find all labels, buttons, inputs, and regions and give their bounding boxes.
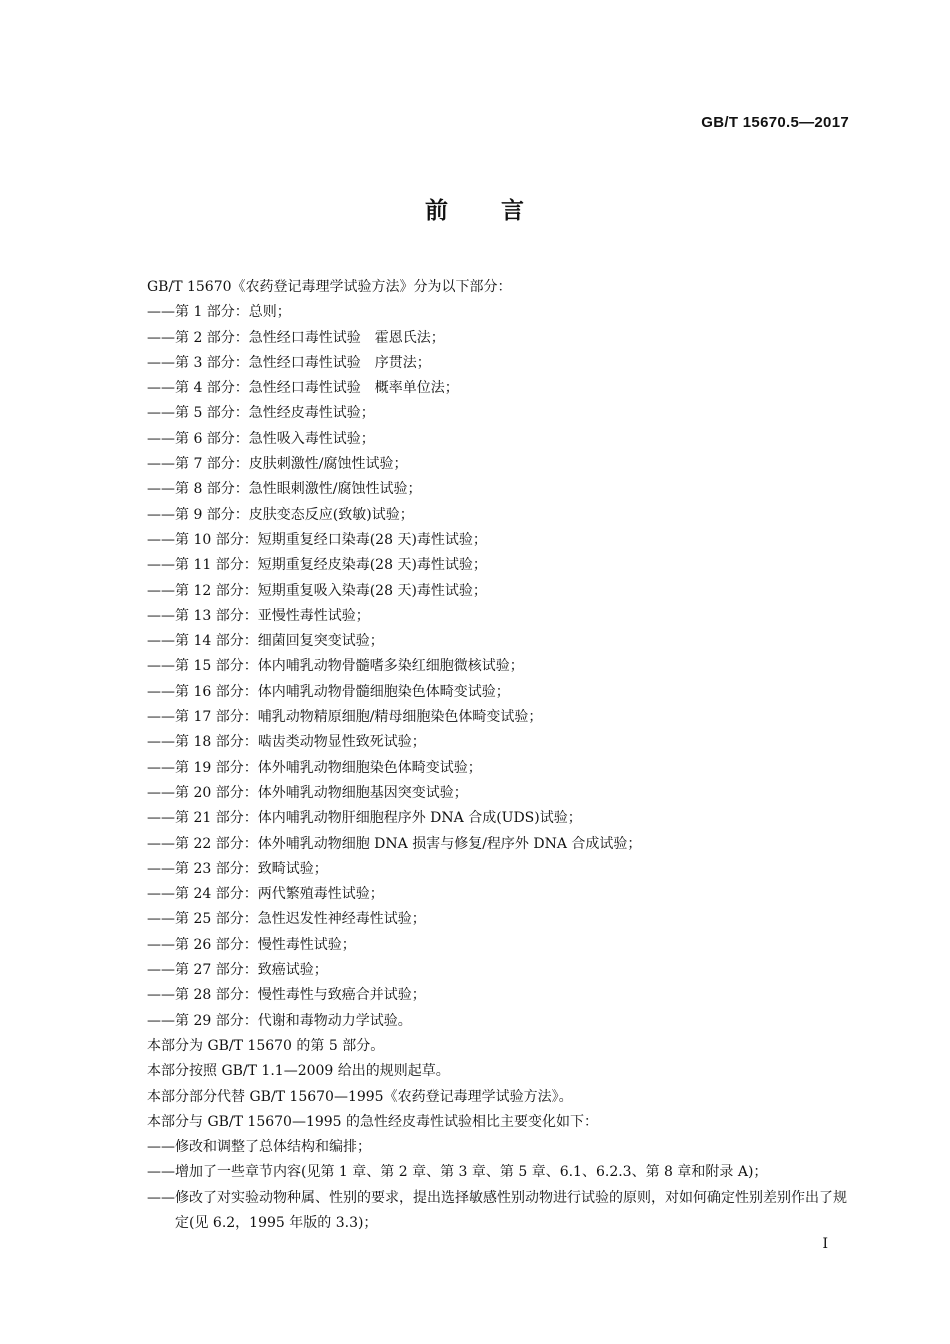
list-item: ——第 2 部分：急性经口毒性试验 霍恩氏法； <box>147 329 445 346</box>
list-item: ——第 9 部分：皮肤变态反应(致敏)试验； <box>147 506 414 523</box>
list-item: ——第 5 部分：急性经皮毒性试验； <box>147 405 375 422</box>
list-item: ——第 10 部分：短期重复经口染毒(28 天)毒性试验； <box>147 531 487 548</box>
list-item: ——第 3 部分：急性经口毒性试验 序贯法； <box>147 354 431 371</box>
changes-list <box>147 1135 852 1236</box>
list-item: ——增加了一些章节内容(见第 1 章、第 2 章、第 3 章、第 5 章、6.1、6.2.3、第 8 章和附录 A)； <box>147 1164 768 1181</box>
list-item: ——第 17 部分：哺乳动物精原细胞/精母细胞染色体畸变试验； <box>147 709 543 726</box>
statement-replaces: 本部分部分代替 GB/T 15670—1995《农药登记毒理学试验方法》。 <box>147 1088 573 1105</box>
list-item: ——第 29 部分：代谢和毒物动力学试验。 <box>147 1012 412 1029</box>
list-item: ——第 16 部分：体内哺乳动物骨髓细胞染色体畸变试验； <box>147 683 510 700</box>
title-char-2: 言 <box>501 198 525 224</box>
list-item: ——第 18 部分：啮齿类动物显性致死试验； <box>147 734 426 751</box>
list-item: ——第 14 部分：细菌回复突变试验； <box>147 633 384 650</box>
page-title <box>0 193 950 229</box>
list-item: ——第 25 部分：急性迟发性神经毒性试验； <box>147 911 426 928</box>
list-item: ——第 4 部分：急性经口毒性试验 概率单位法； <box>147 380 459 397</box>
list-item: ——第 19 部分：体外哺乳动物细胞染色体畸变试验； <box>147 759 482 776</box>
statement-drafting-rules: 本部分按照 GB/T 1.1—2009 给出的规则起草。 <box>147 1063 450 1080</box>
statement-changes-intro: 本部分与 GB/T 15670—1995 的急性经皮毒性试验相比主要变化如下： <box>147 1113 599 1130</box>
foreword-body <box>147 275 852 1236</box>
title-char-1: 前 <box>425 198 449 224</box>
list-item: ——第 21 部分：体内哺乳动物肝细胞程序外 DNA 合成(UDS)试验； <box>147 810 582 827</box>
list-item: ——第 20 部分：体外哺乳动物细胞基因突变试验； <box>147 784 468 801</box>
list-item: ——第 26 部分：慢性毒性试验； <box>147 936 356 953</box>
statement-part-number: 本部分为 GB/T 15670 的第 5 部分。 <box>147 1037 385 1054</box>
list-item: ——第 23 部分：致畸试验； <box>147 860 328 877</box>
list-item: ——第 7 部分：皮肤刺激性/腐蚀性试验； <box>147 456 408 473</box>
list-item: ——第 15 部分：体内哺乳动物骨髓嗜多染红细胞微核试验； <box>147 658 524 675</box>
intro-paragraph: GB/T 15670《农药登记毒理学试验方法》分为以下部分： <box>147 279 512 295</box>
list-item: ——第 24 部分：两代繁殖毒性试验； <box>147 886 384 903</box>
parts-list <box>147 300 852 1034</box>
list-item: ——第 11 部分：短期重复经皮染毒(28 天)毒性试验； <box>147 557 487 574</box>
page-number: I <box>822 1236 828 1252</box>
list-item: ——修改和调整了总体结构和编排； <box>147 1139 371 1156</box>
list-item: ——第 27 部分：致癌试验； <box>147 962 328 979</box>
list-item: ——修改了对实验动物种属、性别的要求，提出选择敏感性别动物进行试验的原则，对如何确定性别差别作出了规定(见 6.2，1995 年版的 3.3)； <box>147 1189 847 1231</box>
list-item: ——第 13 部分：亚慢性毒性试验； <box>147 607 370 624</box>
standard-code: GB/T 15670.5—2017 <box>701 114 849 131</box>
list-item: ——第 1 部分：总则； <box>147 304 291 321</box>
list-item: ——第 8 部分：急性眼刺激性/腐蚀性试验； <box>147 481 422 498</box>
list-item: ——第 6 部分：急性吸入毒性试验； <box>147 430 375 447</box>
list-item: ——第 28 部分：慢性毒性与致癌合并试验； <box>147 987 426 1004</box>
list-item: ——第 22 部分：体外哺乳动物细胞 DNA 损害与修复/程序外 DNA 合成试验； <box>147 835 642 852</box>
list-item: ——第 12 部分：短期重复吸入染毒(28 天)毒性试验； <box>147 582 487 599</box>
